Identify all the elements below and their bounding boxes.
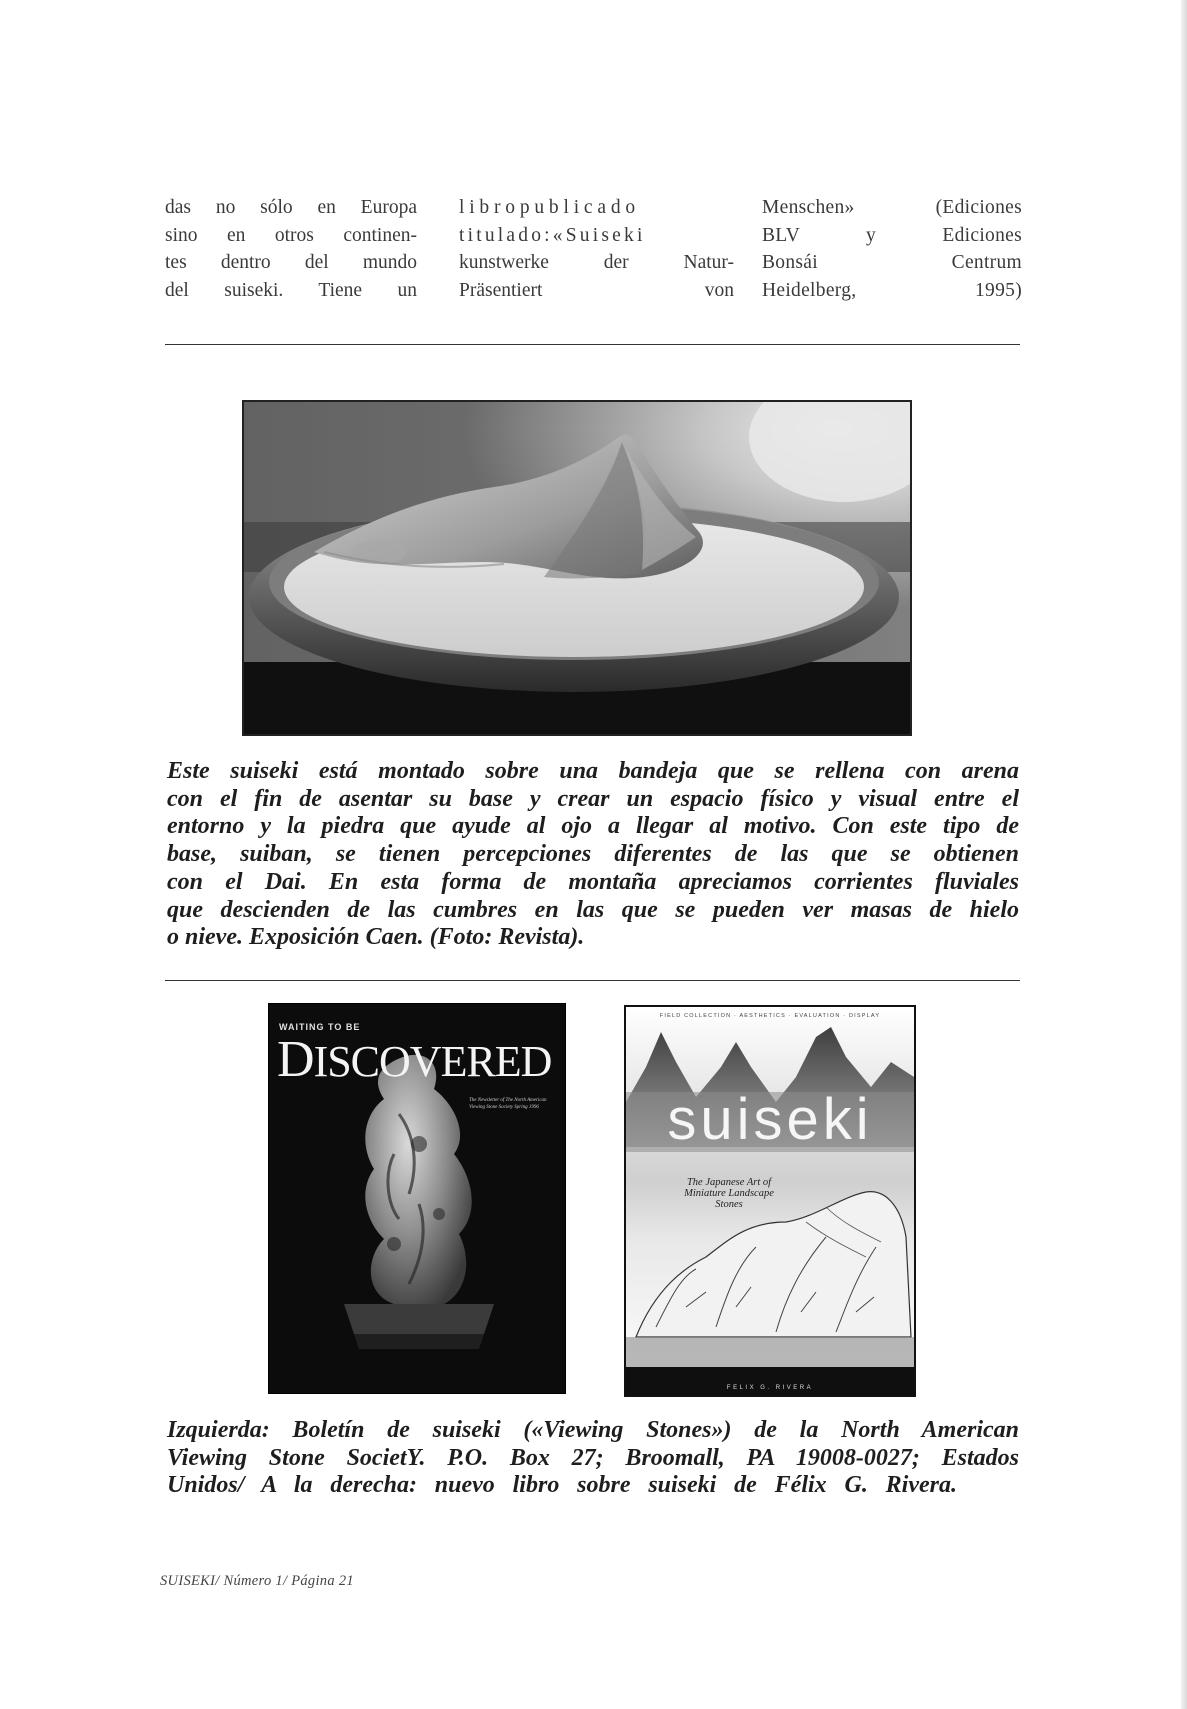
book-author: FELIX G. RIVERA bbox=[726, 1385, 814, 1391]
text-line: BLV y Ediciones bbox=[762, 224, 1022, 246]
caption-line: Viewing Stone SocietY. P.O. Box 27; Broomall, PA 19008-0027; Estados bbox=[167, 1444, 1019, 1471]
page-footer: SUISEKI/ Número 1/ Página 21 bbox=[160, 1573, 354, 1589]
masthead-initial: D bbox=[277, 1031, 314, 1088]
divider-rule bbox=[165, 344, 1020, 345]
suiseki-photo bbox=[242, 400, 912, 736]
text-line: sino en otros continen- bbox=[165, 224, 417, 246]
column-2 bbox=[459, 194, 734, 304]
caption-line: con el Dai. En esta forma de montaña apreciamos corrientes fluviales bbox=[167, 868, 1019, 895]
caption-line: Unidos/ A la derecha: nuevo libro sobre suiseki de Félix G. Rivera. bbox=[167, 1472, 957, 1499]
divider-rule bbox=[165, 980, 1020, 981]
caption-line: que descienden de las cumbres en las que se pueden ver masas de hielo bbox=[167, 896, 1019, 923]
caption-line: o nieve. Exposición Caen. (Foto: Revista). bbox=[167, 924, 585, 951]
cover-note: The Newsletter of The North American Viewing Stone Society Spring 1996 bbox=[469, 1098, 547, 1110]
column-3 bbox=[762, 194, 1022, 304]
caption-line: entorno y la piedra que ayude al ojo a llegar al motivo. Con este tipo de bbox=[167, 813, 1019, 840]
caption-line: base, suiban, se tienen percepciones diferentes de las que se obtienen bbox=[167, 841, 1019, 868]
covers-caption bbox=[167, 1417, 1019, 1500]
page-edge bbox=[1181, 0, 1187, 1709]
book-subtitle: The Japanese Art of Miniature Landscape Stones bbox=[684, 1177, 774, 1210]
text-line: tes dentro del mundo bbox=[165, 252, 417, 273]
cover-kicker: WAITING TO BE bbox=[279, 1022, 361, 1032]
text-columns bbox=[165, 194, 1020, 309]
book-title: suiseki bbox=[667, 1087, 873, 1152]
suiseki-photo-image bbox=[244, 402, 910, 734]
book-top-line: FIELD COLLECTION · AESTHETICS · EVALUATION · DISPLAY bbox=[659, 1013, 881, 1019]
text-line: Bonsái Centrum bbox=[762, 252, 1022, 273]
text-line: das no sólo en Europa bbox=[165, 197, 417, 218]
photo-caption bbox=[167, 758, 1019, 952]
caption-line: con el fin de asentar su base y crear un espacio físico y visual entre el bbox=[167, 785, 1019, 812]
text-line: Menschen» (Ediciones bbox=[762, 197, 1022, 218]
text-line: titulado:«Suiseki bbox=[459, 224, 646, 246]
text-line: libropublicado bbox=[459, 197, 640, 218]
caption-line: Izquierda: Boletín de suiseki («Viewing Stones») de la North American bbox=[167, 1417, 1019, 1443]
caption-line: Este suiseki está montado sobre una bandeja que se rellena con arena bbox=[167, 758, 1019, 784]
text-line: kunstwerke der Natur- bbox=[459, 252, 734, 273]
masthead-rest: ISCOVERED bbox=[313, 1037, 552, 1086]
text-line: Präsentiert von bbox=[459, 279, 734, 301]
newsletter-cover bbox=[268, 1003, 566, 1394]
cover-masthead bbox=[277, 1030, 551, 1089]
column-1 bbox=[165, 194, 417, 304]
book-cover bbox=[624, 1005, 916, 1397]
text-line: del suiseki. Tiene un bbox=[165, 279, 417, 301]
text-line: Heidelberg, 1995) bbox=[762, 279, 1022, 301]
